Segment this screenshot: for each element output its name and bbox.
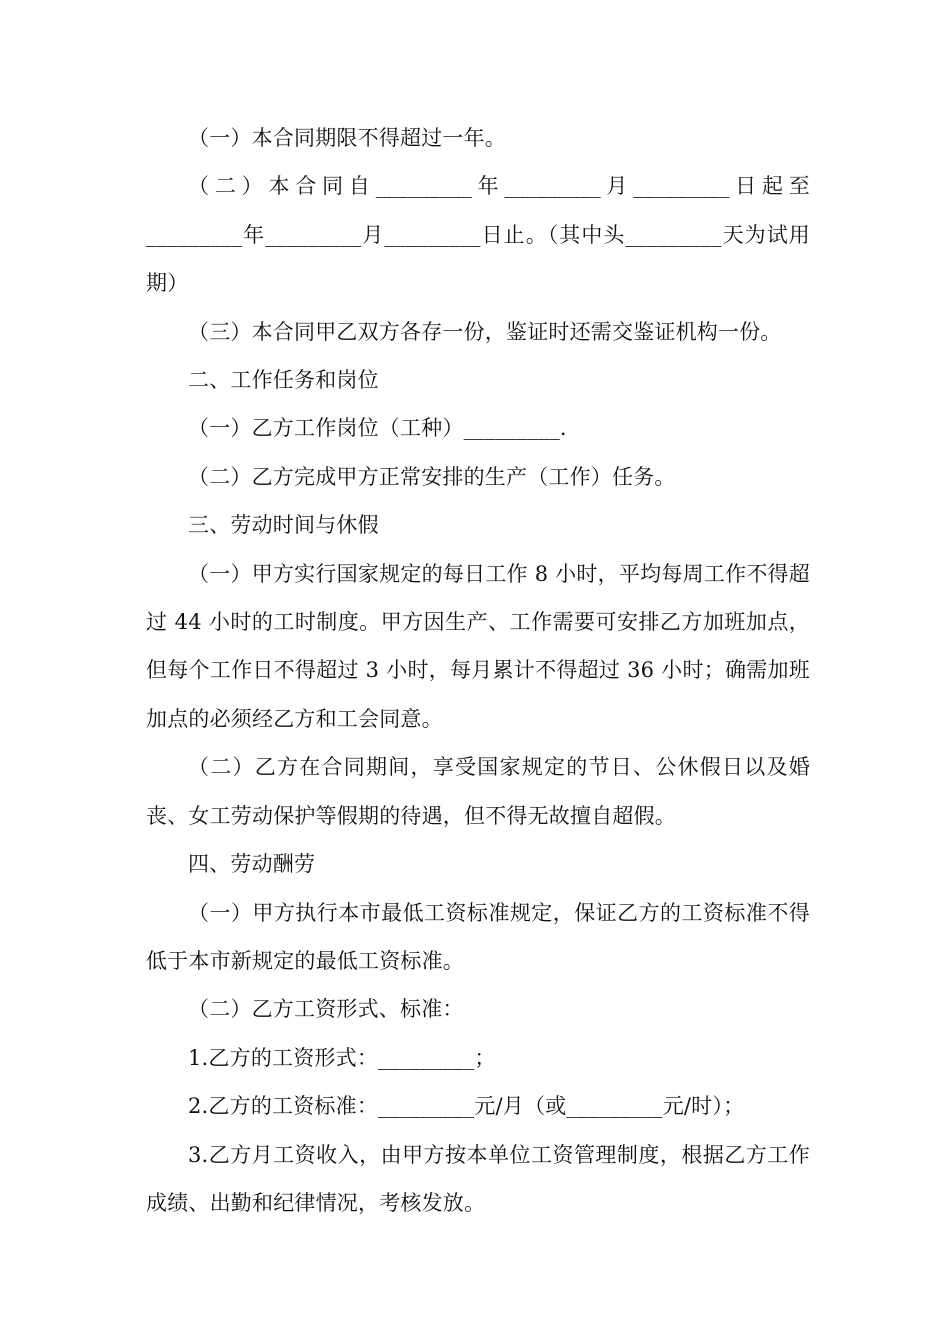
section-heading-working-hours: 三、劳动时间与休假 bbox=[188, 513, 379, 538]
item-wage-form: 1.乙方的工资形式：_________； bbox=[188, 1045, 496, 1070]
item-wage-standard: 2.乙方的工资标准：_________元/月（或_________元/时）； bbox=[188, 1094, 745, 1119]
clause-term-limit: （一）本合同期限不得超过一年。 bbox=[188, 126, 506, 150]
section-heading-remuneration: 四、劳动酬劳 bbox=[188, 852, 316, 877]
item-monthly-income: 3.乙方月工资收入，由甲方按本单位工资管理制度，根据乙方工作成绩、出勤和纪律情况，考核发放。 bbox=[146, 1142, 810, 1215]
clause-holidays: （二）乙方在合同期间，享受国家规定的节日、公休假日以及婚丧、女工劳动保护等假期的待遇，但不得无故擅自超假。 bbox=[146, 755, 810, 828]
clause-wage-form-standard: （二）乙方工资形式、标准： bbox=[188, 997, 464, 1022]
clause-term-dates: （二）本合同自_________年_________月_________日起至_________年_________月_________日止。（其中头_________天为试用期） bbox=[146, 174, 810, 296]
clause-working-hours: （一）甲方实行国家规定的每日工作 8 小时，平均每周工作不得超过 44 小时的工时制度。甲方因生产、工作需要可安排乙方加班加点，但每个工作日不得超过 3 小时，每月累计不得超过 36 小时；确需加班加点的必须经乙方和工会同意。 bbox=[146, 561, 810, 731]
clause-job-position: （一）乙方工作岗位（工种）_________. bbox=[188, 416, 567, 441]
section-heading-work-tasks: 二、工作任务和岗位 bbox=[188, 368, 379, 393]
clause-minimum-wage: （一）甲方执行本市最低工资标准规定，保证乙方的工资标准不得低于本市新规定的最低工资标准。 bbox=[146, 900, 810, 973]
clause-copies: （三）本合同甲乙双方各存一份，鉴证时还需交鉴证机构一份。 bbox=[188, 319, 782, 344]
clause-production-tasks: （二）乙方完成甲方正常安排的生产（工作）任务。 bbox=[188, 464, 676, 489]
document-page bbox=[146, 114, 810, 1227]
